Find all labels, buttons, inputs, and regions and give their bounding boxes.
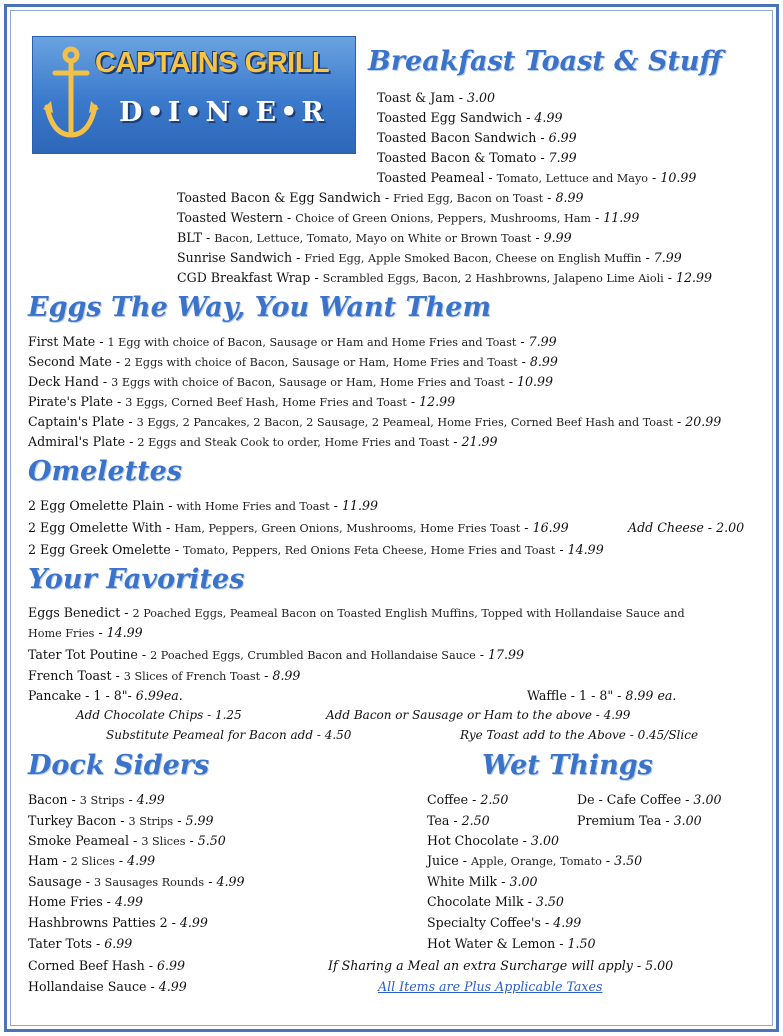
item-name: Chocolate Milk (427, 894, 524, 909)
breakfast-item: Toasted Peameal - Tomato, Lettuce and Mayo - 10.99 (377, 170, 697, 185)
eggs-item: Deck Hand - 3 Eggs with choice of Bacon, Sausage or Ham, Home Fries and Toast - 10.99 (28, 374, 554, 389)
item-name: Tater Tot Poutine (28, 647, 138, 662)
eggs-item: Admiral's Plate - 2 Eggs and Steak Cook to order, Home Fries and Toast - 21.99 (28, 434, 498, 449)
eggs-item: Second Mate - 2 Eggs with choice of Bacon, Sausage or Ham, Home Fries and Toast - 8.99 (28, 354, 558, 369)
item-name: Second Mate (28, 354, 112, 369)
drink-item: De - Cafe Coffee - 3.00 (577, 792, 722, 807)
addon-price: 1.25 (214, 708, 242, 722)
add-cheese-price: 2.00 (716, 520, 745, 535)
item-name: Home Fries (28, 894, 103, 909)
logo-title: CAPTAINS GRILL (95, 47, 330, 79)
item-description: Scrambled Eggs, Bacon, 2 Hashbrowns, Jalapeno Lime Aioli (322, 272, 664, 285)
item-name: Specialty Coffee's (427, 915, 541, 930)
addon-label: Substitute Peameal for Bacon add (106, 728, 314, 742)
item-description: Home Fries (28, 627, 95, 640)
item-price: 14.99 (567, 542, 604, 557)
item-name: Bacon (28, 792, 68, 807)
favorite-item-benedict-cont: Home Fries - 14.99 (28, 625, 143, 640)
favorite-item: Tater Tot Poutine - 2 Poached Eggs, Crumbled Bacon and Hollandaise Sauce - 17.99 (28, 647, 525, 662)
addon-label: Add Chocolate Chips (76, 708, 204, 722)
section-heading-breakfast: Breakfast Toast & Stuff (368, 46, 722, 77)
item-name: Sausage (28, 874, 82, 889)
item-price: 6.99 (548, 130, 577, 145)
add-cheese-note: Add Cheese - 2.00 (628, 520, 745, 535)
item-name: Deck Hand (28, 374, 99, 389)
item-description: with Home Fries and Toast (176, 500, 330, 513)
item-description: 3 Strips (128, 815, 174, 828)
breakfast-item: BLT - Bacon, Lettuce, Tomato, Mayo on White or Brown Toast - 9.99 (177, 230, 572, 245)
item-price: 3.00 (530, 833, 559, 848)
item-name: Toasted Bacon & Tomato (377, 150, 537, 165)
item-price: 3.00 (673, 813, 702, 828)
section-heading-dock-siders: Dock Siders (28, 750, 210, 781)
item-price: 11.99 (603, 210, 640, 225)
item-price: 4.99 (158, 979, 187, 994)
item-price: 5.50 (197, 833, 226, 848)
addon-note: Substitute Peameal for Bacon add - 4.50 (106, 728, 352, 742)
item-name: Toasted Bacon Sandwich (377, 130, 537, 145)
item-name: Toasted Egg Sandwich (377, 110, 523, 125)
item-name: 2 Egg Omelette With (28, 520, 163, 535)
eggs-item: Pirate's Plate - 3 Eggs, Corned Beef Hash, Home Fries and Toast - 12.99 (28, 394, 456, 409)
item-name: First Mate (28, 334, 96, 349)
item-price: 10.99 (516, 374, 554, 389)
item-price: 7.99 (528, 334, 557, 349)
item-name: Premium Tea (577, 813, 662, 828)
addon-price: 4.50 (324, 728, 352, 742)
breakfast-item: CGD Breakfast Wrap - Scrambled Eggs, Bacon, 2 Hashbrowns, Jalapeno Lime Aioli - 12.99 (177, 270, 713, 285)
dock-sider-item: Tater Tots - 6.99 (28, 936, 133, 951)
drink-item: Hot Chocolate - 3.00 (427, 833, 559, 848)
taxes-note: All Items are Plus Applicable Taxes (378, 979, 603, 994)
item-name: Waffle - 1 - 8" - (527, 688, 622, 703)
drink-item: White Milk - 3.00 (427, 874, 538, 889)
item-price: 6.99 (104, 936, 133, 951)
dock-sider-item: Bacon - 3 Strips - 4.99 (28, 792, 165, 807)
addon-label: Rye Toast add to the Above (460, 728, 626, 742)
item-price: 4.99 (553, 915, 582, 930)
item-description: Fried Egg, Apple Smoked Bacon, Cheese on English Muffin (304, 252, 642, 265)
item-name: BLT (177, 230, 202, 245)
item-price: 4.99 (127, 853, 156, 868)
item-name: Toasted Western (177, 210, 284, 225)
item-description: 3 Sausages Rounds (94, 876, 205, 889)
section-heading-omelettes: Omelettes (28, 456, 183, 487)
breakfast-item: Toasted Bacon & Egg Sandwich - Fried Egg, Bacon on Toast - 8.99 (177, 190, 584, 205)
dock-sider-item: Corned Beef Hash - 6.99 (28, 958, 186, 973)
item-description: 2 Eggs with choice of Bacon, Sausage or Ham, Home Fries and Toast (124, 356, 518, 369)
item-description: 2 Slices (70, 855, 115, 868)
omelette-item: 2 Egg Omelette Plain - with Home Fries and Toast - 11.99 (28, 498, 378, 513)
item-price: 3.00 (467, 90, 496, 105)
item-description: Tomato, Lettuce and Mayo (496, 172, 649, 185)
anchor-icon (43, 45, 99, 145)
item-name: Eggs Benedict (28, 605, 121, 620)
item-name: Admiral's Plate (28, 434, 126, 449)
item-description: 1 Egg with choice of Bacon, Sausage or Ham and Home Fries and Toast (107, 336, 517, 349)
add-cheese-label: Add Cheese (628, 520, 704, 535)
item-price: 12.99 (676, 270, 713, 285)
item-price: 2.50 (480, 792, 509, 807)
addon-note: Rye Toast add to the Above - 0.45/Slice (460, 728, 699, 742)
item-name: Hollandaise Sauce (28, 979, 147, 994)
item-price: 8.99 ea. (625, 688, 677, 703)
item-price: 16.99 (532, 520, 569, 535)
item-name: Pancake - 1 - 8"- (28, 688, 132, 703)
eggs-item: Captain's Plate - 3 Eggs, 2 Pancakes, 2 Bacon, 2 Sausage, 2 Peameal, Home Fries, Corned Beef Hash and Toast - 20.99 (28, 414, 722, 429)
item-price: 8.99 (529, 354, 558, 369)
breakfast-item: Sunrise Sandwich - Fried Egg, Apple Smoked Bacon, Cheese on English Muffin - 7.99 (177, 250, 682, 265)
item-description: 3 Strips (79, 794, 125, 807)
item-description: 3 Slices of French Toast (123, 670, 261, 683)
item-name: Ham (28, 853, 59, 868)
item-price: 4.99 (216, 874, 245, 889)
item-description: 3 Eggs, 2 Pancakes, 2 Bacon, 2 Sausage, 2 Peameal, Home Fries, Corned Beef Hash and Toast (136, 416, 673, 429)
item-price: 20.99 (685, 414, 722, 429)
item-price: 2.50 (461, 813, 490, 828)
item-price: 6.99 (157, 958, 186, 973)
item-name: 2 Egg Greek Omelette (28, 542, 171, 557)
item-name: Turkey Bacon (28, 813, 117, 828)
item-name: Toasted Bacon & Egg Sandwich (177, 190, 381, 205)
item-description: Choice of Green Onions, Peppers, Mushrooms, Ham (295, 212, 592, 225)
drink-item: Juice - Apple, Orange, Tomato - 3.50 (427, 853, 643, 868)
omelette-item: 2 Egg Greek Omelette - Tomato, Peppers, Red Onions Feta Cheese, Home Fries and Toast - 14.99 (28, 542, 604, 557)
item-price: 9.99 (543, 230, 572, 245)
item-price: 3.50 (614, 853, 643, 868)
favorite-item-benedict: Eggs Benedict - 2 Poached Eggs, Peameal Bacon on Toasted English Muffins, Topped with Hollandaise Sauce and (28, 605, 685, 620)
section-heading-favorites: Your Favorites (28, 564, 245, 595)
item-name: White Milk (427, 874, 498, 889)
item-name: French Toast (28, 668, 112, 683)
favorite-item: French Toast - 3 Slices of French Toast - 8.99 (28, 668, 301, 683)
dock-sider-item: Smoke Peameal - 3 Slices - 5.50 (28, 833, 226, 848)
item-name: Coffee (427, 792, 469, 807)
captains-grill-logo (32, 36, 356, 154)
item-price: 10.99 (660, 170, 697, 185)
addon-note: Add Chocolate Chips - 1.25 (76, 708, 242, 722)
dock-sider-item: Hollandaise Sauce - 4.99 (28, 979, 187, 994)
item-name: Hot Chocolate (427, 833, 519, 848)
waffle-item (527, 688, 676, 704)
item-name: Pirate's Plate (28, 394, 113, 409)
item-price: 4.99 (179, 915, 208, 930)
item-name: 2 Egg Omelette Plain (28, 498, 165, 513)
item-price: 4.99 (534, 110, 563, 125)
item-name: Captain's Plate (28, 414, 125, 429)
item-price: 12.99 (419, 394, 456, 409)
item-price: 3.00 (693, 792, 722, 807)
item-price: 14.99 (106, 625, 143, 640)
item-price: 8.99 (555, 190, 584, 205)
drink-item: Chocolate Milk - 3.50 (427, 894, 564, 909)
section-heading-wet-things: Wet Things (482, 750, 653, 781)
item-name: Toasted Peameal (377, 170, 485, 185)
addon-label: Add Bacon or Sausage or Ham to the above (326, 708, 592, 722)
breakfast-item: Toasted Western - Choice of Green Onions, Peppers, Mushrooms, Ham - 11.99 (177, 210, 640, 225)
item-price: 7.99 (653, 250, 682, 265)
item-name: Tea (427, 813, 450, 828)
drink-item: Premium Tea - 3.00 (577, 813, 702, 828)
dock-sider-item: Sausage - 3 Sausages Rounds - 4.99 (28, 874, 245, 889)
item-price: 1.50 (567, 936, 596, 951)
addon-note: Add Bacon or Sausage or Ham to the above - 4.99 (326, 708, 631, 722)
addon-price: 0.45/Slice (637, 728, 699, 742)
dock-sider-item: Home Fries - 4.99 (28, 894, 143, 909)
item-price: 4.99 (114, 894, 143, 909)
breakfast-item: Toasted Bacon Sandwich - 6.99 (377, 130, 577, 145)
item-price: 7.99 (548, 150, 577, 165)
item-name: CGD Breakfast Wrap (177, 270, 311, 285)
section-heading-eggs: Eggs The Way, You Want Them (28, 292, 492, 323)
item-name: De - Cafe Coffee (577, 792, 682, 807)
item-description: 3 Eggs with choice of Bacon, Sausage or Ham, Home Fries and Toast (111, 376, 505, 389)
item-description: Bacon, Lettuce, Tomato, Mayo on White or Brown Toast (214, 232, 532, 245)
item-description: 3 Eggs, Corned Beef Hash, Home Fries and Toast (125, 396, 407, 409)
breakfast-item: Toasted Bacon & Tomato - 7.99 (377, 150, 577, 165)
item-name: Hashbrowns Patties 2 (28, 915, 168, 930)
pancake-item (28, 688, 183, 704)
item-description: Apple, Orange, Tomato (470, 855, 602, 868)
item-price: 21.99 (461, 434, 498, 449)
item-name: Juice (427, 853, 459, 868)
item-price: 5.99 (185, 813, 214, 828)
item-name: Corned Beef Hash (28, 958, 145, 973)
item-price: 3.00 (509, 874, 538, 889)
drink-item: Tea - 2.50 (427, 813, 490, 828)
item-description: 2 Poached Eggs, Crumbled Bacon and Hollandaise Sauce (150, 649, 476, 662)
drink-item: Coffee - 2.50 (427, 792, 509, 807)
item-price: 11.99 (341, 498, 378, 513)
sharing-surcharge-note: If Sharing a Meal an extra Surcharge will apply - 5.00 (328, 958, 674, 973)
dock-sider-item: Ham - 2 Slices - 4.99 (28, 853, 156, 868)
item-name: Sunrise Sandwich (177, 250, 293, 265)
dock-sider-item: Turkey Bacon - 3 Strips - 5.99 (28, 813, 214, 828)
item-price: 6.99ea. (135, 688, 183, 703)
addon-price: 4.99 (603, 708, 631, 722)
item-name: Hot Water & Lemon (427, 936, 556, 951)
logo-subtitle: D•I•N•E•R (119, 97, 328, 128)
breakfast-item: Toast & Jam - 3.00 (377, 90, 496, 105)
drink-item: Hot Water & Lemon - 1.50 (427, 936, 596, 951)
item-price: 17.99 (488, 647, 525, 662)
eggs-item: First Mate - 1 Egg with choice of Bacon, Sausage or Ham and Home Fries and Toast - 7.99 (28, 334, 557, 349)
item-description: Tomato, Peppers, Red Onions Feta Cheese, Home Fries and Toast (183, 544, 556, 557)
breakfast-item: Toasted Egg Sandwich - 4.99 (377, 110, 563, 125)
item-name: Toast & Jam (377, 90, 455, 105)
item-description: 2 Eggs and Steak Cook to order, Home Fries and Toast (137, 436, 450, 449)
dock-sider-item: Hashbrowns Patties 2 - 4.99 (28, 915, 208, 930)
item-name: Tater Tots (28, 936, 92, 951)
item-description: 2 Poached Eggs, Peameal Bacon on Toasted English Muffins, Topped with Hollandaise Sauce and (132, 607, 685, 620)
drink-item: Specialty Coffee's - 4.99 (427, 915, 582, 930)
omelette-item: 2 Egg Omelette With - Ham, Peppers, Green Onions, Mushrooms, Home Fries Toast - 16.99 (28, 520, 569, 535)
item-name: Smoke Peameal (28, 833, 130, 848)
item-description: 3 Slices (141, 835, 186, 848)
item-price: 3.50 (535, 894, 564, 909)
item-price: 4.99 (136, 792, 165, 807)
item-price: 8.99 (272, 668, 301, 683)
item-description: Ham, Peppers, Green Onions, Mushrooms, Home Fries Toast (174, 522, 521, 535)
item-description: Fried Egg, Bacon on Toast (393, 192, 544, 205)
